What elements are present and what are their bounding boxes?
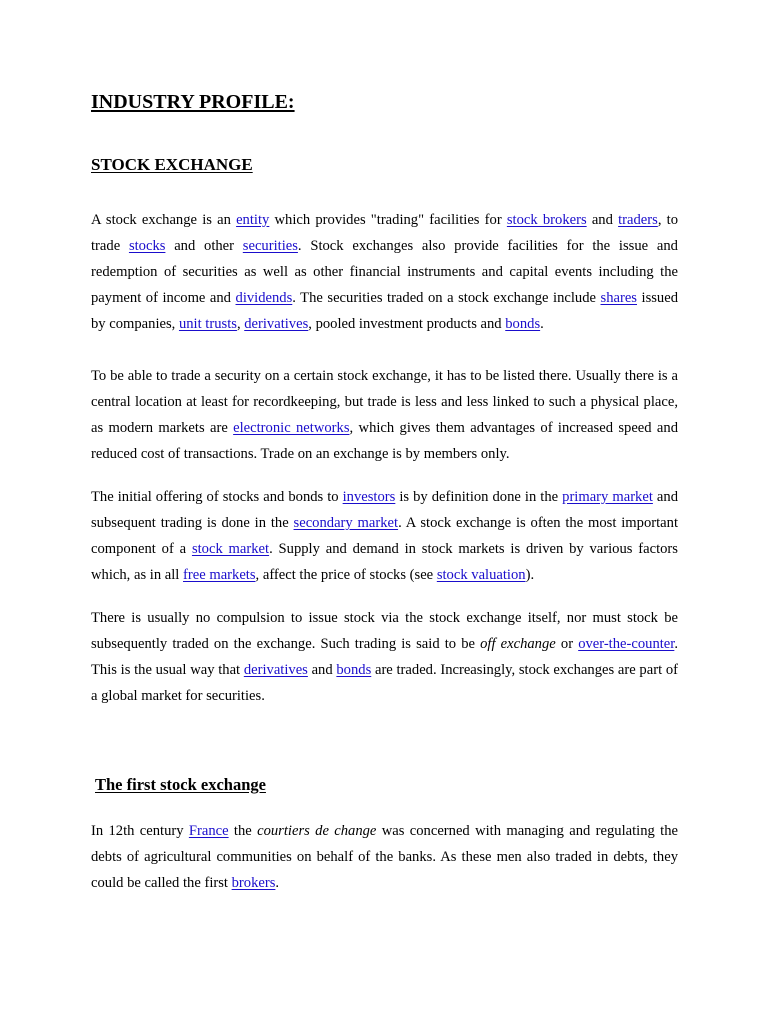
text-run: , affect the price of stocks (see [255,567,437,583]
link-stocks[interactable]: stocks [128,238,166,254]
text-run: is by definition done in the [395,489,563,505]
text-run: the [228,823,258,839]
link-free-markets[interactable]: free markets [183,567,256,583]
text-run: To be able to trade a security on a certain stock exchange, it has to be listed there. Usually there is a central location at least for recordkeeping, but trade is less and less linked to such a physical place, as modern markets are [91,368,678,436]
link-bonds[interactable]: bonds [505,316,541,332]
text-run: , pooled investment products and [308,316,506,332]
text-run: and other [165,238,243,254]
link-entity[interactable]: entity [236,212,270,228]
text-run: The initial offering of stocks and bonds to [91,489,343,505]
link-shares[interactable]: shares [600,290,637,306]
text-run: and subsequent trading is done in the [91,489,678,531]
page-title: INDUSTRY PROFILE: [91,91,295,113]
link-electronic-networks[interactable]: electronic networks [233,420,350,436]
text-run: , [236,316,245,332]
text-run: and [307,662,337,678]
link-dividends[interactable]: dividends [235,290,293,306]
link-primary-market[interactable]: primary market [562,489,653,505]
link-secondary-market[interactable]: secondary market [293,515,399,531]
text-run: . [275,875,280,891]
text-run: issued by companies, [91,290,679,332]
italic-courtiers-de-change: courtiers de change [257,823,377,839]
text-run: . Supply and demand in stock markets is driven by various factors which, as in all [91,541,678,583]
section-heading-stock-exchange: STOCK EXCHANGE [91,155,253,174]
link-derivatives[interactable]: derivatives [243,662,308,678]
link-stock-brokers[interactable]: stock brokers [506,212,587,228]
text-run: There is usually no compulsion to issue stock via the stock exchange itself, nor must stock be subsequently traded on the exchange. Such trading is said to be [91,610,678,652]
text-run: . A stock exchange is often the most important component of a [91,515,678,557]
link-brokers[interactable]: brokers [231,875,276,891]
text-run: are traded. Increasingly, stock exchanges are part of a global market for securities. [91,662,678,704]
text-run: ). [525,567,535,583]
paragraph-definition [91,207,678,337]
link-traders[interactable]: traders [618,212,658,228]
link-stock-valuation[interactable]: stock valuation [436,567,526,583]
italic-off-exchange: off exchange [480,636,556,652]
link-over-the-counter[interactable]: over-the-counter [578,636,675,652]
text-run: which provides "trading" facilities for [269,212,507,228]
link-france[interactable]: France [188,823,229,839]
paragraph-off-exchange [91,605,678,709]
section-heading-first-stock-exchange: The first stock exchange [95,775,266,794]
text-run: . [540,316,544,332]
text-run: In 12th century [91,823,189,839]
text-run: was concerned with managing and regulating the debts of agricultural communities on behalf of the banks. As these men also traded in debts, they could be called the first [91,823,678,891]
paragraph-markets [91,484,678,588]
text-run: . Stock exchanges also provide facilities for the issue and redemption of securities as well as other financial instruments and capital events including the payment of income and [91,238,678,306]
text-run: or [555,636,579,652]
link-securities[interactable]: securities [242,238,298,254]
paragraph-history [91,818,678,896]
text-run: and [586,212,619,228]
text-run: . This is the usual way that [91,636,678,678]
link-investors[interactable]: investors [342,489,396,505]
text-run: , to trade [91,212,678,254]
link-bonds[interactable]: bonds [336,662,372,678]
text-run: . The securities traded on a stock exchange include [292,290,601,306]
text-run: , which gives them advantages of increased speed and reduced cost of transactions. Trade on an exchange is by members only. [91,420,678,462]
link-derivatives[interactable]: derivatives [244,316,309,332]
text-run: A stock exchange is an [91,212,237,228]
paragraph-listing [91,363,678,467]
link-unit-trusts[interactable]: unit trusts [178,316,237,332]
link-stock-market[interactable]: stock market [191,541,270,557]
